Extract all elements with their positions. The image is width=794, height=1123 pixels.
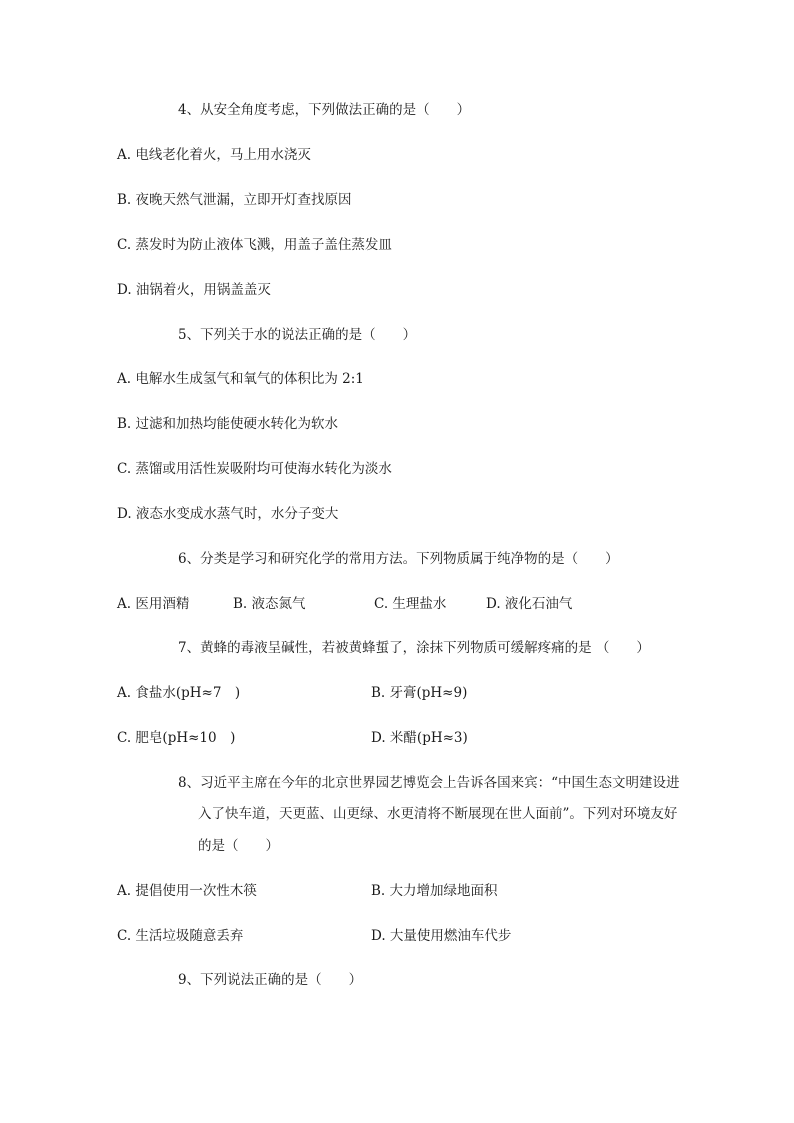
question-4-option-a: A. 电线老化着火，马上用水浇灭: [117, 147, 311, 163]
question-7-stem: 7、黄蜂的毒液呈碱性，若被黄蜂蜇了，涂抹下列物质可缓解疼痛的是 （ ）: [178, 640, 650, 656]
question-7-option-c: C. 肥皂(pH≈10 ): [117, 730, 236, 746]
question-6-option-c: C. 生理盐水: [374, 596, 447, 612]
question-7-option-a: A. 食盐水(pH≈7 ): [117, 685, 241, 701]
question-8-option-c: C. 生活垃圾随意丢弃: [117, 928, 244, 944]
question-6-option-d: D. 液化石油气: [486, 596, 573, 612]
question-9-stem: 9、下列说法正确的是（ ）: [178, 972, 363, 988]
question-5-option-d: D. 液态水变成水蒸气时，水分子变大: [117, 506, 339, 522]
question-6-stem: 6、分类是学习和研究化学的常用方法。下列物质属于纯净物的是（ ）: [178, 551, 619, 567]
question-5-option-a: A. 电解水生成氢气和氧气的体积比为 2:1: [117, 371, 364, 387]
question-7-option-d: D. 米醋(pH≈3): [371, 730, 468, 746]
question-8-stem-line-3: 的是（ ）: [198, 838, 279, 854]
question-5-option-c: C. 蒸馏或用活性炭吸附均可使海水转化为淡水: [117, 461, 392, 477]
question-4-option-b: B. 夜晚天然气泄漏，立即开灯查找原因: [117, 192, 352, 208]
question-8-stem-line-2: 入了快车道，天更蓝、山更绿、水更清将不断展现在世人面前”。下列对环境友好: [198, 806, 678, 822]
question-5-option-b: B. 过滤和加热均能使硬水转化为软水: [117, 416, 339, 432]
question-8-option-a: A. 提倡使用一次性木筷: [117, 883, 257, 899]
question-8-option-b: B. 大力增加绿地面积: [371, 883, 498, 899]
question-6-option-b: B. 液态氮气: [233, 596, 306, 612]
question-8-option-d: D. 大量使用燃油车代步: [371, 928, 512, 944]
question-4-option-c: C. 蒸发时为防止液体飞溅，用盖子盖住蒸发皿: [117, 237, 392, 253]
question-8-stem-line-1: 8、习近平主席在今年的北京世界园艺博览会上告诉各国来宾：“中国生态文明建设进: [178, 775, 680, 791]
question-5-stem: 5、下列关于水的说法正确的是（ ）: [178, 327, 417, 343]
question-6-option-a: A. 医用酒精: [117, 596, 190, 612]
question-4-stem: 4、从安全角度考虑，下列做法正确的是（ ）: [178, 102, 471, 118]
question-4-option-d: D. 油锅着火，用锅盖盖灭: [117, 282, 271, 298]
question-7-option-b: B. 牙膏(pH≈9): [371, 685, 468, 701]
